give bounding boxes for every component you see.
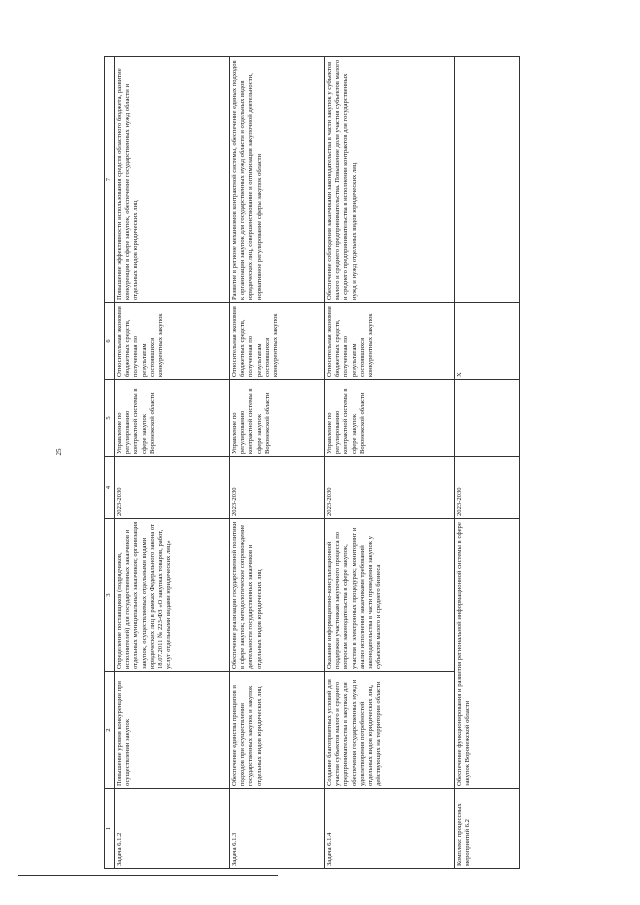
complex-number-cell: Комплекс процессных мероприятий 6.2 (455, 789, 520, 869)
header-cell: 3 (105, 519, 115, 672)
table-row (230, 57, 325, 869)
complex-name-cell: Обеспечение функционирования и развития региональной информационной системы в сфере закупок Воронежской области (455, 519, 520, 789)
header-cell: 7 (105, 57, 115, 303)
task-content-cell: Обеспечение реализации государственной политики в сфере закупок; методологическое сопровождение деятельности государственных заказчиков и отдельных видов юридических лиц (230, 519, 325, 672)
task-name-cell: Обеспечение единства принципов и подходов при осуществлении государственных закупок и закупок отдельных видов юридических лиц (230, 672, 325, 789)
result-cell: Обеспечение соблюдения заказчиками законодательства в части закупок у субъектов малого и среднего предпринимательства. Повышение доли участия субъектов малого и среднего предпринимательства в исполнении контрактов для государственных нужд и нужд отдельных видов юридических лиц (325, 57, 455, 303)
header-cell: 6 (105, 303, 115, 380)
task-content-cell: Оказание информационно-консультационной поддержки участникам закупочного процесса по вопросам законодательства в сфере закупок, участия в электронных процедурах; мониторинг и анализ исполнения заказчиками требований законодательства в части проведения закупок у субъектов малого и среднего бизнеса (325, 519, 455, 672)
header-cell: 4 (105, 457, 115, 519)
indicator-cell: Относительная экономия бюджетных средств, полученная по результатам состоявшихся конкурентных закупок (115, 303, 230, 380)
page-number: 25 (55, 448, 63, 456)
table-row (115, 57, 230, 869)
result-cell: Повышение эффективности использования средств областного бюджета, развитие конкуренции в сфере закупок, обеспечение государственных нужд области и отдельных видов юридических лиц (115, 57, 230, 303)
result-cell: Развитие в регионе механизмов контрактной системы, обеспечение единых подходов к организации закупок для государственных нужд области и отдельных видов юридических лиц, совершенствование и оптимизация закупочной деятельности, нормативное регулирование сферы закупок области (230, 57, 325, 303)
period-cell: 2023-2030 (455, 457, 520, 519)
period-cell: 2023-2030 (325, 457, 455, 519)
header-cell: 5 (105, 380, 115, 457)
task-number-cell: Задача 6.1.2 (115, 789, 230, 869)
x-mark-cell: X (455, 303, 520, 380)
empty-cell (455, 380, 520, 457)
activities-table-frame (104, 57, 519, 869)
table-header-row (105, 57, 115, 869)
task-name-cell: Повышение уровня конкуренции при осуществлении закупок (115, 672, 230, 789)
footer-divider (18, 875, 278, 876)
responsible-cell: Управление по регулированию контрактной системы в сфере закупок Воронежской области (115, 380, 230, 457)
indicator-cell: Относительная экономия бюджетных средств, полученная по результатам состоявшихся конкурентных закупок (230, 303, 325, 380)
empty-cell (455, 57, 520, 303)
table-row (325, 57, 455, 869)
task-content-cell: Определение поставщиков (подрядчиков, исполнителей) для государственных заказчиков и отдельных муниципальных заказчиков; организация закупок, осуществляемых отдельными видами юридических лиц в рамках Федерального закона от 18.07.2011 № 223-ФЗ «О закупках товаров, работ, услуг отдельными видами юридических лиц» (115, 519, 230, 672)
period-cell: 2023-2030 (230, 457, 325, 519)
indicator-cell: Относительная экономия бюджетных средств, полученная по результатам состоявшихся конкурентных закупок (325, 303, 455, 380)
responsible-cell: Управление по регулированию контрактной системы в сфере закупок Воронежской области (230, 380, 325, 457)
task-name-cell: Создание благоприятных условий для участия субъектов малого и среднего предпринимательства в закупках для обеспечения государственных нужд и удовлетворения потребностей отдельных видов юридических лиц, действующих на территории области (325, 672, 455, 789)
task-number-cell: Задача 6.1.3 (230, 789, 325, 869)
period-cell: 2023-2030 (115, 457, 230, 519)
responsible-cell: Управление по регулированию контрактной системы в сфере закупок Воронежской области (325, 380, 455, 457)
header-cell: 2 (105, 672, 115, 789)
table-row (455, 57, 520, 869)
header-cell: 1 (105, 789, 115, 869)
task-number-cell: Задача 6.1.4 (325, 789, 455, 869)
activities-table (104, 56, 520, 869)
